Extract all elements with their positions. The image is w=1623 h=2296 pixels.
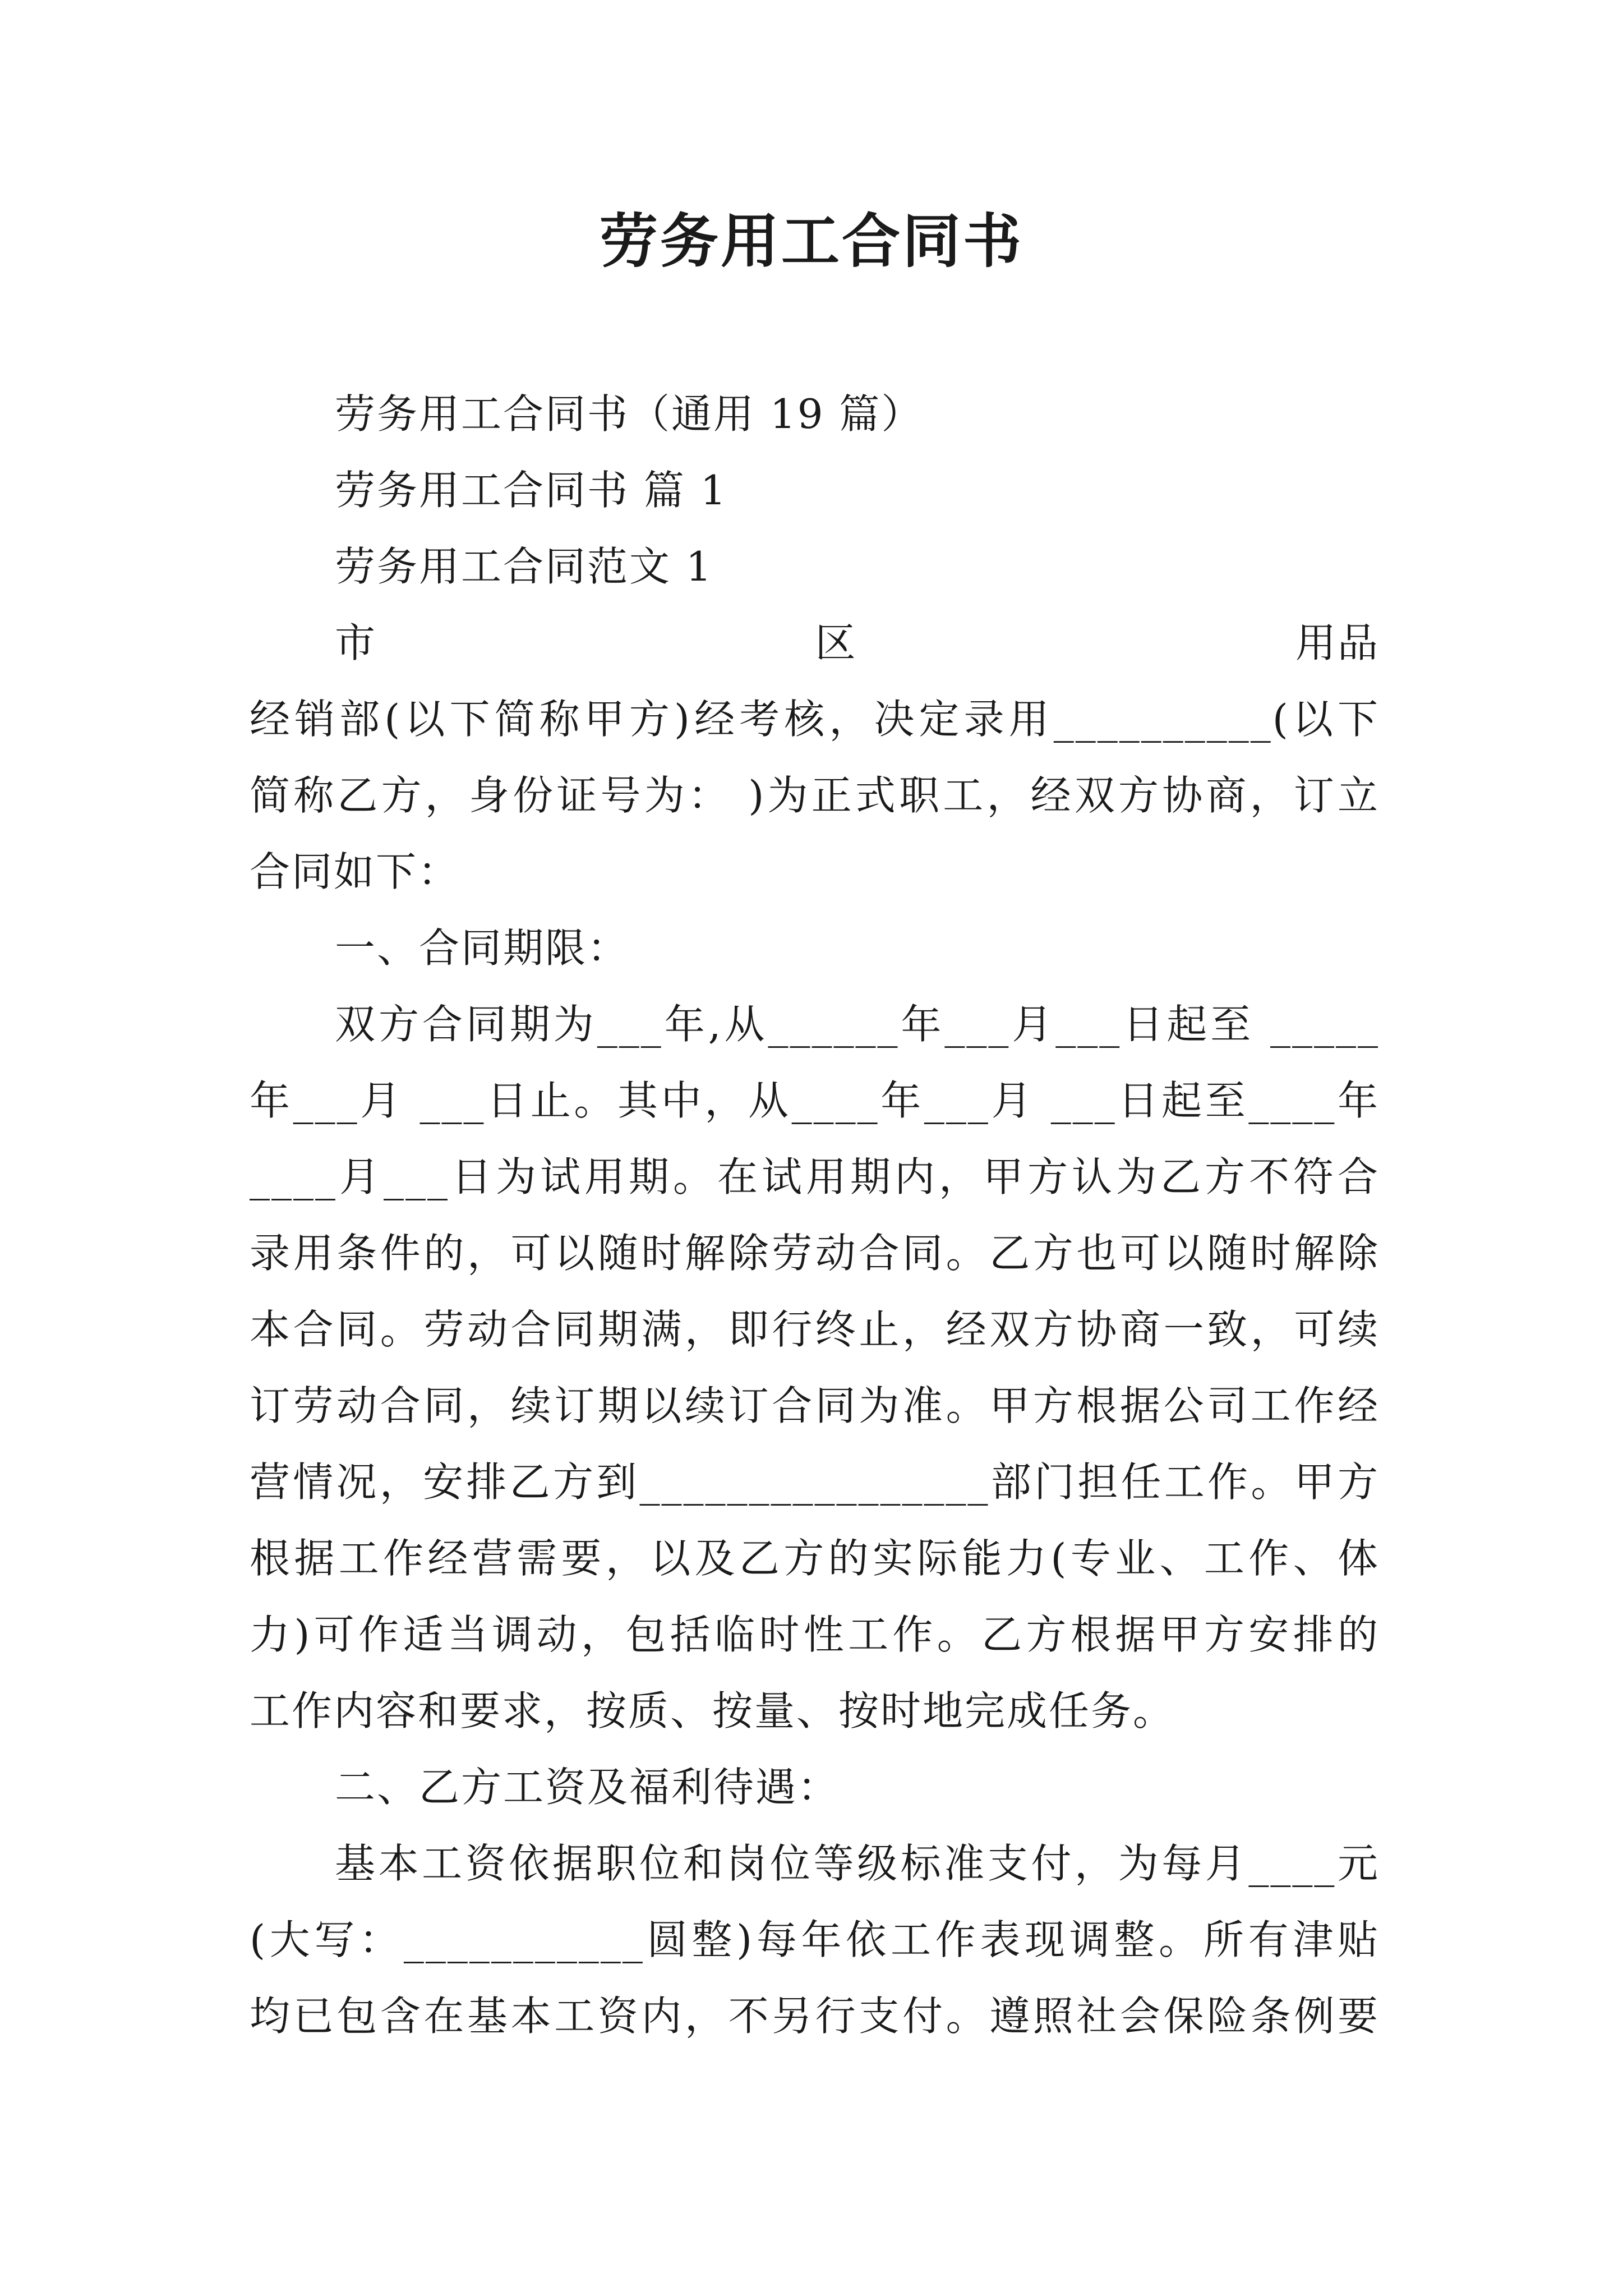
paragraph-line: 经销部(以下简称甲方)经考核，决定录用__________(以下 (250, 696, 1380, 743)
paragraph-line: 合同如下： (250, 848, 460, 895)
paragraph-line: 简称乙方，身份证号为： )为正式职工，经双方协商，订立 (250, 772, 1380, 819)
document-title: 劳务用工合同书 (599, 206, 1023, 275)
sample-heading: 劳务用工合同范文 1 (335, 543, 713, 590)
subtitle: 劳务用工合同书（通用 19 篇） (335, 390, 924, 438)
party-district: 区 (815, 619, 857, 666)
paragraph-line: ____月___日为试用期。在试用期内，甲方认为乙方不符合 (250, 1153, 1380, 1200)
paragraph-line: 工作内容和要求，按质、按量、按时地完成任务。 (250, 1687, 1175, 1734)
paragraph-line: 订劳动合同，续订期以续订合同为准。甲方根据公司工作经 (250, 1382, 1380, 1429)
paragraph-line: 录用条件的，可以随时解除劳动合同。乙方也可以随时解除 (250, 1230, 1380, 1277)
party-city: 市 (335, 619, 377, 666)
section-heading: 一、合同期限： (335, 924, 630, 972)
paragraph-line: 年___月 ___日止。其中，从____年___月 ___日起至____年 (250, 1077, 1380, 1124)
paragraph-line: 力)可作适当调动，包括临时性工作。乙方根据甲方安排的 (250, 1611, 1380, 1658)
section-heading: 二、乙方工资及福利待遇： (335, 1764, 840, 1811)
document-body (250, 376, 1380, 2054)
paragraph-line: 双方合同期为___年,从______年___月___日起至 _____ (335, 1001, 1380, 1048)
paragraph-line: 基本工资依据职位和岗位等级标准支付，为每月____元 (335, 1840, 1380, 1887)
party-goods: 用品 (1295, 619, 1380, 666)
paragraph-line: 均已包含在基本工资内，不另行支付。遵照社会保险条例要 (250, 1993, 1380, 2040)
paragraph-line: 根据工作经营需要，以及乙方的实际能力(专业、工作、体 (250, 1535, 1380, 1582)
chapter-heading: 劳务用工合同书 篇 1 (335, 467, 728, 514)
paragraph-line: (大写：___________圆整)每年依工作表现调整。所有津贴 (250, 1916, 1380, 1963)
party-line (250, 605, 1380, 681)
paragraph-line: 本合同。劳动合同期满，即行终止，经双方协商一致，可续 (250, 1306, 1380, 1353)
paragraph-line: 营情况，安排乙方到________________部门担任工作。甲方 (250, 1458, 1380, 1506)
